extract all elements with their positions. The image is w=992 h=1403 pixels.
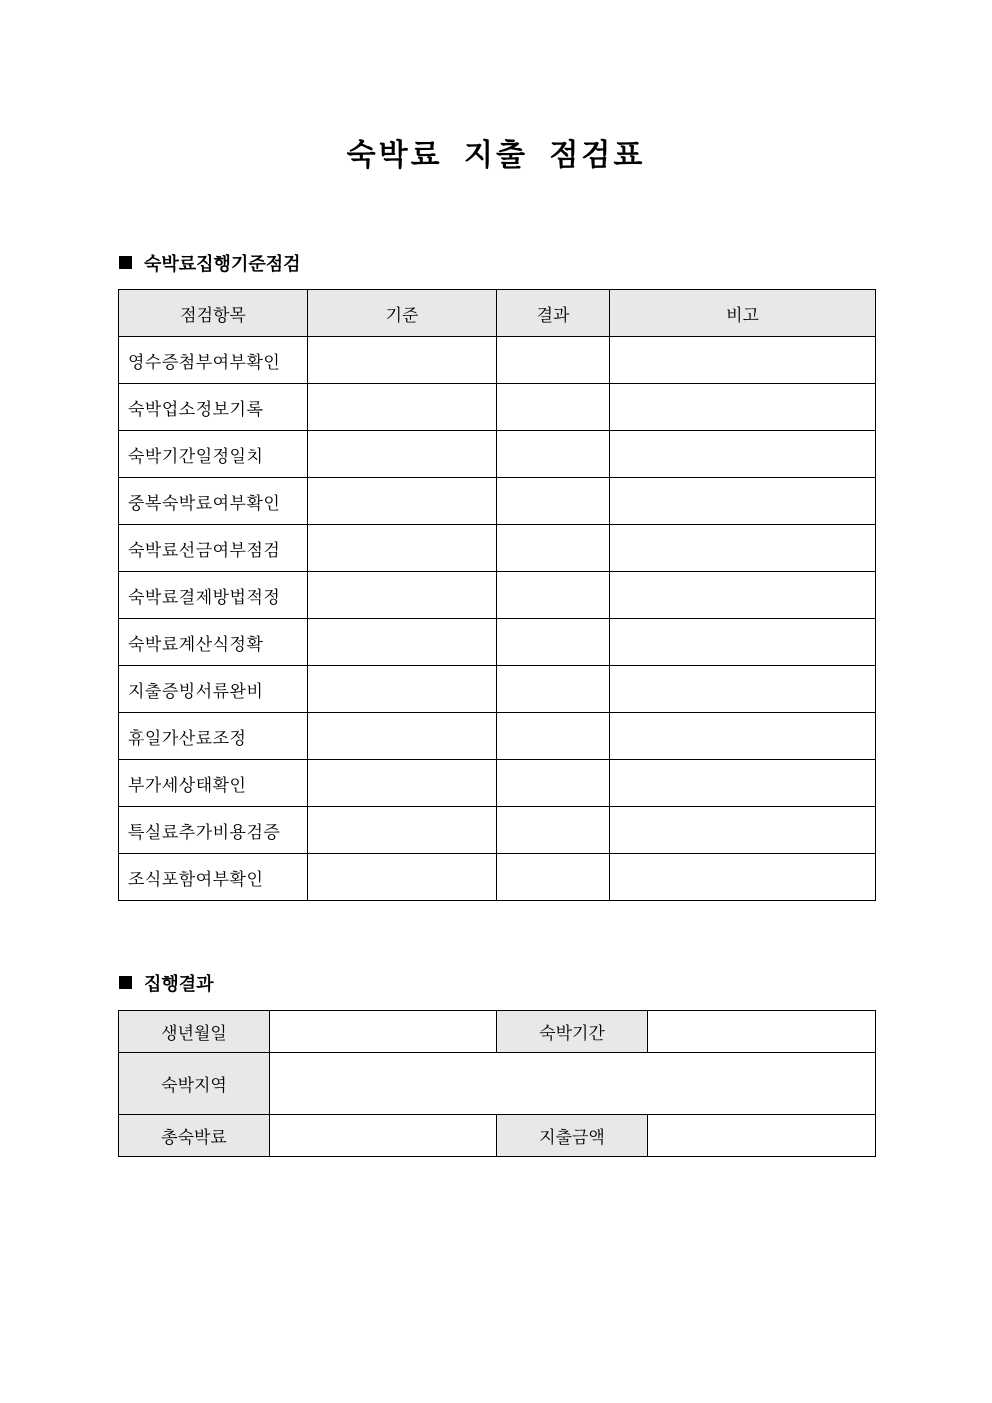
table-row <box>119 525 876 572</box>
section-heading-results <box>119 973 214 997</box>
table-row <box>119 619 876 666</box>
table-row <box>119 337 876 384</box>
remarks-cell[interactable] <box>610 807 876 854</box>
standards-check-table <box>118 289 876 901</box>
table-row <box>119 760 876 807</box>
criteria-cell[interactable] <box>308 807 497 854</box>
criteria-cell[interactable] <box>308 384 497 431</box>
remarks-cell[interactable] <box>610 384 876 431</box>
section-heading-label: 집행결과 <box>144 974 214 995</box>
section-heading-label: 숙박료집행기준점검 <box>144 254 301 275</box>
criteria-cell[interactable] <box>308 525 497 572</box>
remarks-cell[interactable] <box>610 337 876 384</box>
result-cell[interactable] <box>497 337 610 384</box>
table-row <box>119 807 876 854</box>
square-bullet-icon <box>119 976 132 989</box>
check-item-label: 숙박기간일정일치 <box>119 431 308 478</box>
result-cell[interactable] <box>497 666 610 713</box>
criteria-cell[interactable] <box>308 572 497 619</box>
result-cell[interactable] <box>497 713 610 760</box>
check-item-label: 숙박료선금여부점검 <box>119 525 308 572</box>
table-row <box>119 384 876 431</box>
check-item-label: 숙박업소정보기록 <box>119 384 308 431</box>
column-header-check-item: 점검항목 <box>119 290 308 337</box>
check-item-label: 중복숙박료여부확인 <box>119 478 308 525</box>
check-item-label: 지출증빙서류완비 <box>119 666 308 713</box>
table-row <box>119 854 876 901</box>
criteria-cell[interactable] <box>308 760 497 807</box>
remarks-cell[interactable] <box>610 478 876 525</box>
section-heading-standards <box>119 253 301 277</box>
expense-amount-field[interactable] <box>648 1115 876 1157</box>
check-item-label: 특실료추가비용검증 <box>119 807 308 854</box>
table-row <box>119 431 876 478</box>
remarks-cell[interactable] <box>610 854 876 901</box>
result-cell[interactable] <box>497 854 610 901</box>
result-cell[interactable] <box>497 525 610 572</box>
check-item-label: 숙박료결제방법적정 <box>119 572 308 619</box>
result-cell[interactable] <box>497 807 610 854</box>
criteria-cell[interactable] <box>308 431 497 478</box>
column-header-criteria: 기준 <box>308 290 497 337</box>
total-fee-label: 총숙박료 <box>119 1115 270 1157</box>
remarks-cell[interactable] <box>610 760 876 807</box>
table-row <box>119 1115 876 1157</box>
remarks-cell[interactable] <box>610 666 876 713</box>
remarks-cell[interactable] <box>610 431 876 478</box>
result-cell[interactable] <box>497 619 610 666</box>
column-header-remarks: 비고 <box>610 290 876 337</box>
birth-date-field[interactable] <box>270 1011 497 1053</box>
check-item-label: 숙박료계산식정확 <box>119 619 308 666</box>
criteria-cell[interactable] <box>308 478 497 525</box>
check-item-label: 조식포함여부확인 <box>119 854 308 901</box>
document-title: 숙박료 지출 점검표 <box>346 138 646 173</box>
table-header-row <box>119 290 876 337</box>
result-cell[interactable] <box>497 431 610 478</box>
result-cell[interactable] <box>497 478 610 525</box>
table-row <box>119 572 876 619</box>
square-bullet-icon <box>119 256 132 269</box>
total-fee-field[interactable] <box>270 1115 497 1157</box>
table-row <box>119 713 876 760</box>
criteria-cell[interactable] <box>308 337 497 384</box>
criteria-cell[interactable] <box>308 713 497 760</box>
check-item-label: 휴일가산료조정 <box>119 713 308 760</box>
stay-period-field[interactable] <box>648 1011 876 1053</box>
check-item-label: 부가세상태확인 <box>119 760 308 807</box>
column-header-result: 결과 <box>497 290 610 337</box>
table-row <box>119 1011 876 1053</box>
result-cell[interactable] <box>497 384 610 431</box>
stay-period-label: 숙박기간 <box>497 1011 648 1053</box>
stay-region-label: 숙박지역 <box>119 1053 270 1115</box>
execution-result-table <box>118 1010 876 1157</box>
check-item-label: 영수증첨부여부확인 <box>119 337 308 384</box>
remarks-cell[interactable] <box>610 713 876 760</box>
check-rows <box>119 337 876 901</box>
expense-amount-label: 지출금액 <box>497 1115 648 1157</box>
criteria-cell[interactable] <box>308 619 497 666</box>
birth-date-label: 생년월일 <box>119 1011 270 1053</box>
criteria-cell[interactable] <box>308 854 497 901</box>
stay-region-field[interactable] <box>270 1053 876 1115</box>
table-row <box>119 478 876 525</box>
table-row <box>119 1053 876 1115</box>
table-row <box>119 666 876 713</box>
remarks-cell[interactable] <box>610 572 876 619</box>
criteria-cell[interactable] <box>308 666 497 713</box>
result-cell[interactable] <box>497 572 610 619</box>
remarks-cell[interactable] <box>610 619 876 666</box>
result-cell[interactable] <box>497 760 610 807</box>
remarks-cell[interactable] <box>610 525 876 572</box>
